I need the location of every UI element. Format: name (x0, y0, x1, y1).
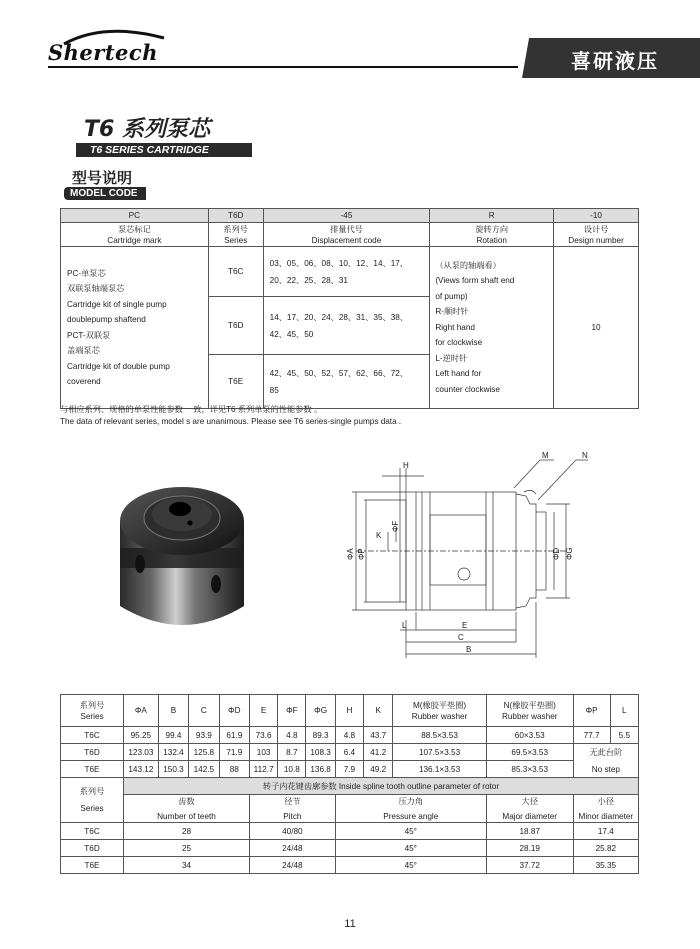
dim-label-c: C (458, 633, 464, 642)
header-divider (48, 66, 518, 68)
model-code-table (60, 208, 639, 409)
code-cell: -10 (554, 209, 639, 223)
header-cell: 系列号 Series (61, 778, 124, 823)
header-cell: ΦF (278, 695, 306, 727)
brand-logo: Shertech (48, 40, 158, 65)
page-subtitle: T6 SERIES CARTRIDGE (76, 143, 252, 157)
code-cell: R (430, 209, 554, 223)
displacement-cell: 14、17、20、24、28、31、35、38、 42、45、50 (263, 297, 430, 355)
label-cell: 系列号 Series (208, 223, 263, 247)
label-cell: 旋转方向 Rotation (430, 223, 554, 247)
page-title: T6 系列泵芯 (84, 117, 210, 142)
series-row (61, 247, 639, 297)
table-row: T6C 95.25 99.4 93.9 61.9 73.6 4.8 89.3 4.8 43.7 88.5×3.53 60×3.53 77.7 5.5 (61, 727, 639, 744)
cartridge-photo (112, 476, 252, 636)
dim-label-phip: ΦP (357, 548, 366, 560)
code-cell: -45 (263, 209, 430, 223)
header-cell: ΦP (573, 695, 610, 727)
header-cell: K (364, 695, 393, 727)
series-cell: T6D (208, 297, 263, 355)
spline-header-row (61, 795, 639, 823)
dimension-header-row (61, 695, 639, 727)
displacement-cell: 03、05、06、08、10、12、14、17、 20、22、25、28、31 (263, 247, 430, 297)
header-cell: 小径 Minor diameter (573, 795, 638, 823)
no-step-cell: 无此台阶 No step (573, 744, 638, 778)
header-cell: H (335, 695, 363, 727)
header-cell: 大径 Major diameter (486, 795, 573, 823)
label-cell: 排量代号 Displacement code (263, 223, 430, 247)
table-row: T6D 25 24/48 45° 28.19 25.82 (61, 840, 639, 857)
brand-name: 喜研液压 (571, 49, 659, 73)
cartridge-drawing (336, 452, 596, 662)
dim-label-l: L (402, 621, 407, 630)
header-cell: N(橡胶平垫圈) Rubber washer (486, 695, 573, 727)
dim-label-h: H (403, 461, 409, 470)
label-row (61, 223, 639, 247)
header-cell: 压力角 Pressure angle (335, 795, 486, 823)
table-row: T6E 34 24/48 45° 37.72 35.35 (61, 857, 639, 874)
header-cell: ΦD (219, 695, 249, 727)
label-cell: 设计号 Design number (554, 223, 639, 247)
header-cell: 齿数 Number of teeth (124, 795, 250, 823)
code-cell: T6D (208, 209, 263, 223)
design-number-cell: 10 (554, 247, 639, 409)
dim-label-phif: ΦF (391, 520, 400, 532)
rotation-description: （从泵的轴端看） (Views form shaft end of pump) R-顺时针 Right hand for clockwise L-逆时针 Left hand for counter clockwise (430, 247, 554, 409)
spline-title: 转子内花键齿廓参数 Inside spline tooth outline parameter of rotor (124, 778, 639, 795)
dim-label-m: M (542, 452, 549, 460)
table-row: T6C 28 40/80 45° 18.87 17.4 (61, 823, 639, 840)
header-cell: L (610, 695, 638, 727)
displacement-cell: 42、45、50、52、57、62、66、72、 85 (263, 355, 430, 409)
header-cell: M(橡胶平垫圈) Rubber washer (393, 695, 486, 727)
note-cn: 与相应系列、规格的单泵性能参数一 致，详见T6 系列单泵的性能参数 。 (60, 405, 323, 414)
code-row (61, 209, 639, 223)
table-row: T6E 143.12 150.3 142.5 88 112.7 10.8 136.8 7.9 49.2 136.1×3.53 85.3×3.53 (61, 761, 639, 778)
section-subtitle: MODEL CODE (64, 187, 146, 200)
dim-label-phid: ΦD (552, 547, 561, 560)
section-title: 型号说明 (72, 169, 133, 187)
header-cell: ΦA (124, 695, 159, 727)
header-cell: E (249, 695, 277, 727)
dim-label-phia: ΦA (346, 548, 355, 560)
dim-label-k: K (376, 531, 382, 540)
header-cell: B (158, 695, 188, 727)
cartridge-description: PC-单泵芯 双联泵轴端泵芯 Cartridge kit of single pump doublepump shaftend PCT-双联泵 盖端泵芯 Cartridge kit of double pump coverend (61, 247, 209, 409)
code-cell: PC (61, 209, 209, 223)
dim-label-e: E (462, 621, 468, 630)
spline-title-row (61, 778, 639, 795)
note-en: The data of relevant series, model s are unanimous. Please see T6 series-single pumps data . (60, 417, 402, 426)
page-number: 11 (344, 918, 356, 930)
dimension-table (60, 694, 639, 874)
series-cell: T6C (208, 247, 263, 297)
table-row: T6D 123.03 132.4 125.8 71.9 103 8.7 108.3 6.4 41.2 107.5×3.53 69.5×3.53 无此台阶 No step (61, 744, 639, 761)
label-cell: 泵芯标记 Cartridge mark (61, 223, 209, 247)
header-cell: ΦG (306, 695, 335, 727)
dim-label-n: N (582, 452, 588, 460)
header-cell: 径节 Pitch (249, 795, 335, 823)
header-cell: 系列号 Series (61, 695, 124, 727)
dim-label-phig: ΦG (565, 547, 574, 560)
header-cell: C (189, 695, 219, 727)
series-cell: T6E (208, 355, 263, 409)
dim-label-b: B (466, 645, 472, 654)
